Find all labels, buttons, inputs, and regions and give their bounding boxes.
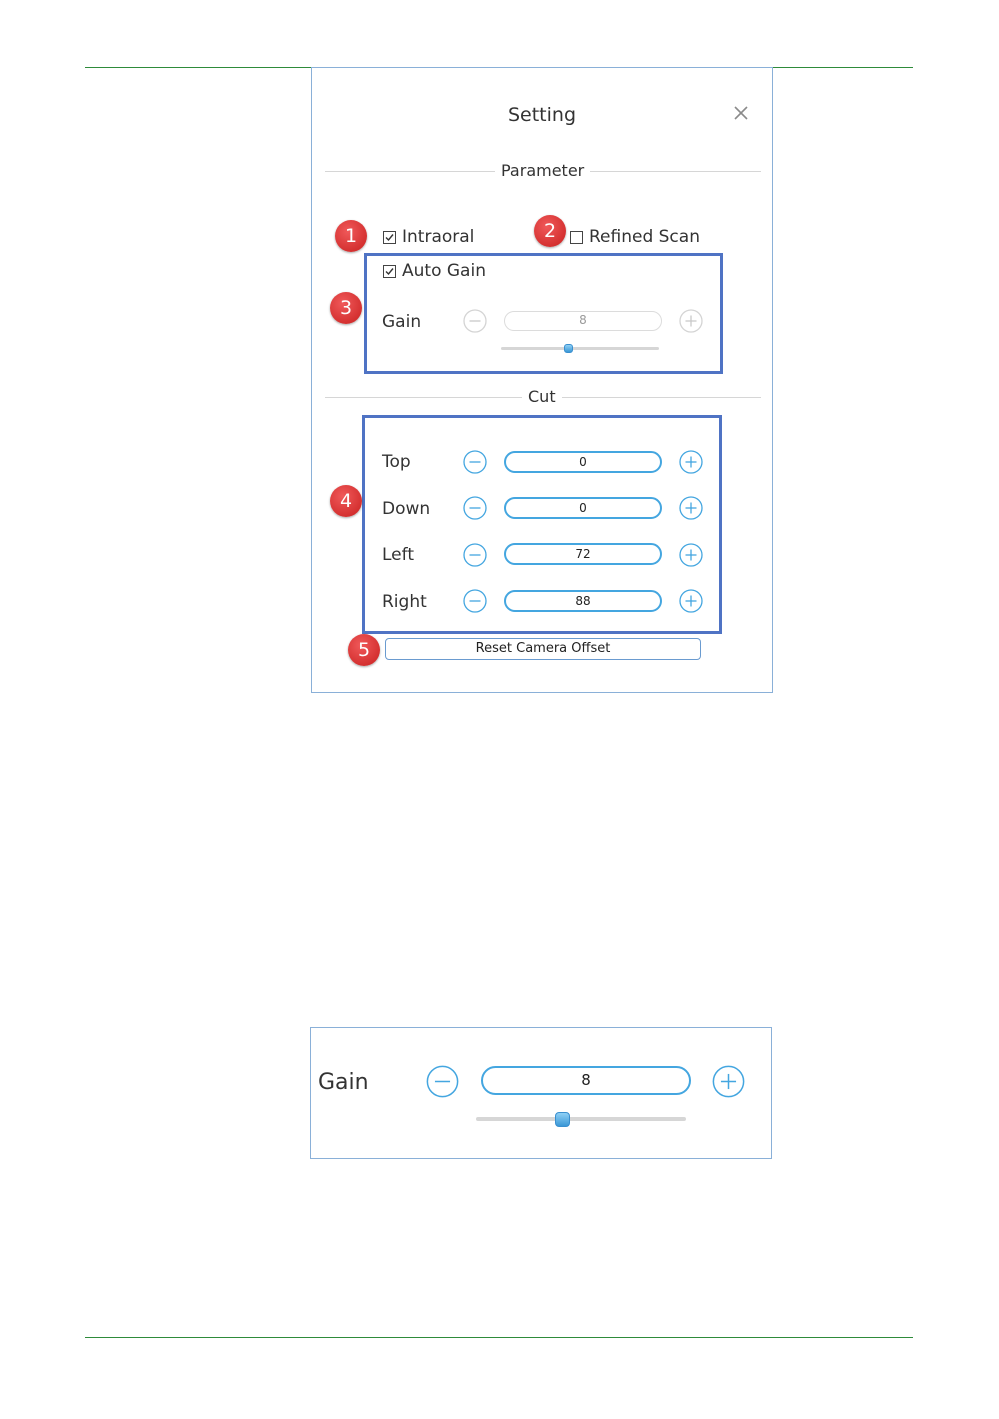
gain-value-field[interactable]: 8 <box>504 311 662 331</box>
zoom-gain-increment-button[interactable] <box>712 1065 745 1098</box>
cut-highlight-box <box>362 415 722 634</box>
zoom-gain-decrement-button[interactable] <box>426 1065 459 1098</box>
refined-scan-label: Refined Scan <box>589 227 700 247</box>
intraoral-checkbox[interactable] <box>383 227 474 247</box>
zoom-gain-value-field[interactable]: 8 <box>481 1066 691 1095</box>
callout-badge-3: 3 <box>330 292 362 324</box>
top-label: Top <box>382 452 411 472</box>
cut-section-title: Cut <box>522 387 562 406</box>
checkbox-checked-icon <box>383 231 396 244</box>
callout-badge-1: 1 <box>335 220 367 252</box>
right-value-field[interactable]: 88 <box>504 590 662 612</box>
zoom-gain-slider-thumb[interactable] <box>555 1112 570 1127</box>
auto-gain-label: Auto Gain <box>402 261 486 281</box>
left-value-field[interactable]: 72 <box>504 543 662 565</box>
gain-highlight-box <box>364 253 723 374</box>
gain-label: Gain <box>382 312 422 332</box>
intraoral-label: Intraoral <box>402 227 475 247</box>
down-value-field[interactable]: 0 <box>504 497 662 519</box>
checkbox-unchecked-icon <box>570 231 583 244</box>
gain-zoom-panel <box>310 1027 772 1159</box>
callout-badge-5: 5 <box>348 634 380 666</box>
zoom-gain-slider-track[interactable] <box>476 1117 686 1121</box>
zoom-gain-label: Gain <box>318 1070 369 1095</box>
reset-camera-offset-button[interactable]: Reset Camera Offset <box>385 638 701 660</box>
parameter-section-title: Parameter <box>495 161 590 180</box>
callout-badge-2: 2 <box>534 215 566 247</box>
right-label: Right <box>382 592 427 612</box>
refined-scan-checkbox[interactable] <box>570 227 700 247</box>
callout-badge-4: 4 <box>330 485 362 517</box>
left-label: Left <box>382 545 414 565</box>
top-value-field[interactable]: 0 <box>504 451 662 473</box>
footer-rule <box>85 1337 913 1338</box>
close-icon[interactable] <box>730 102 752 124</box>
dialog-title: Setting <box>507 104 577 126</box>
down-label: Down <box>382 499 431 519</box>
